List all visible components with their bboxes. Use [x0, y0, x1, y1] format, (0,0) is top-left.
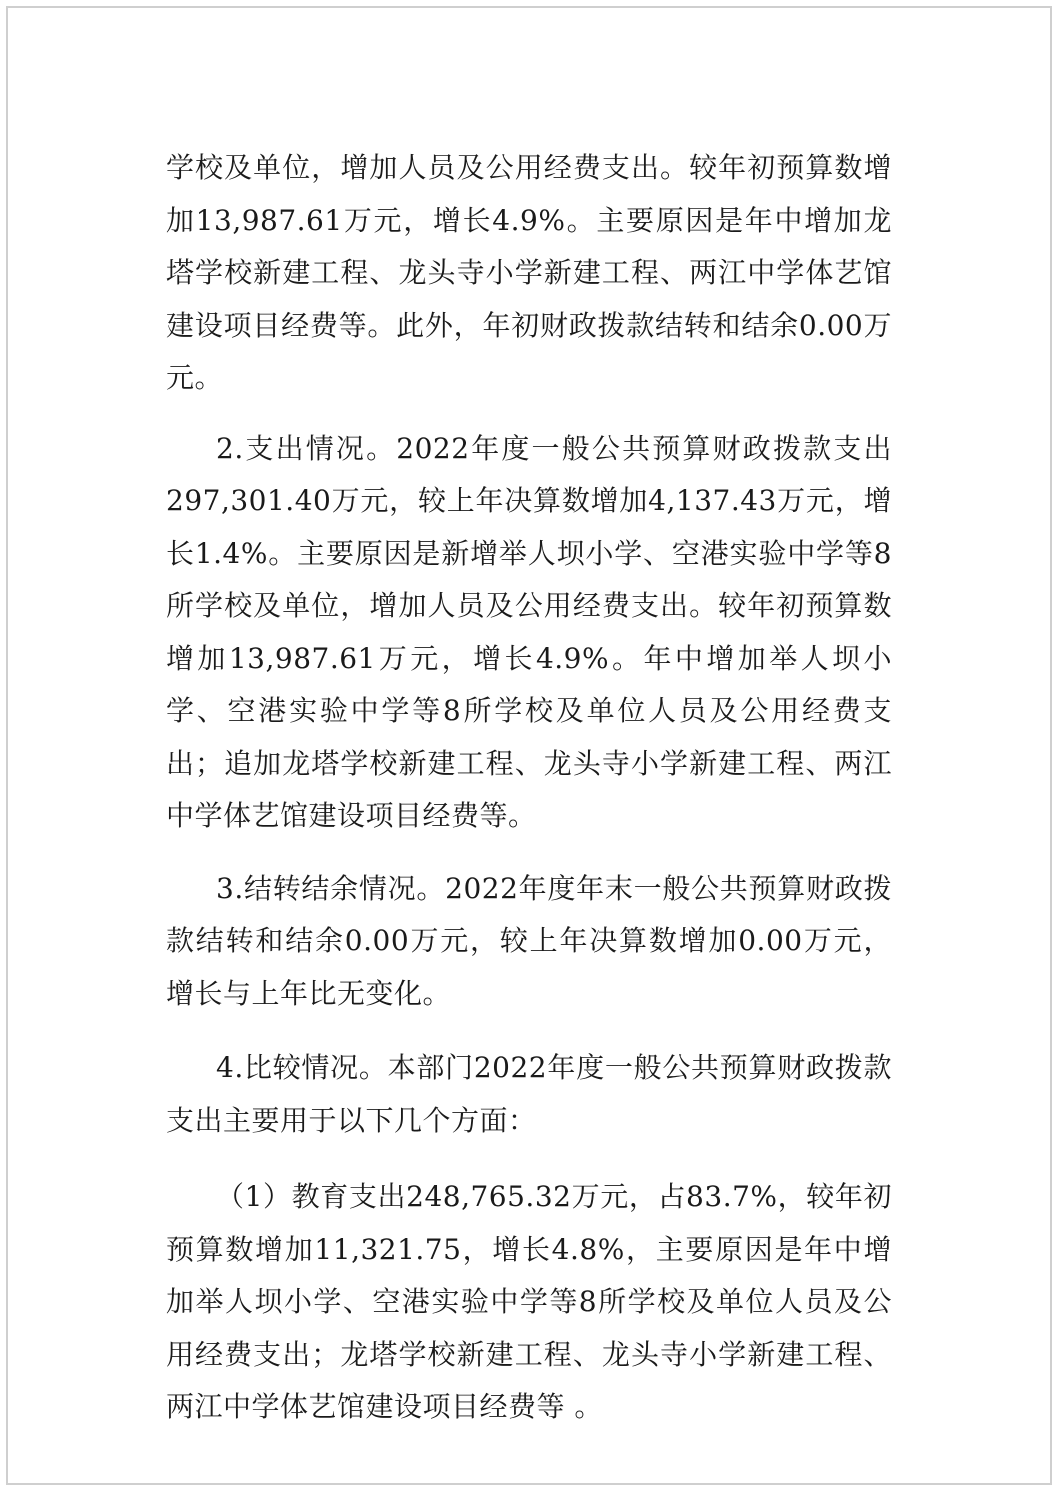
- paragraph-continued: 学校及单位，增加人员及公用经费支出。较年初预算数增加13,987.61万元，增长4.9%。主要原因是年中增加龙塔学校新建工程、龙头寺小学新建工程、两江中学体艺馆建设项目经费等。此外，年初财政拨款结转和结余0.00万元。: [166, 151, 892, 394]
- paragraph-education-spending: （1）教育支出248,765.32万元，占83.7%，较年初预算数增加11,321.75，增长4.8%，主要原因是年中增加举人坝小学、空港实验中学等8所学校及单位人员及公用经费支出；龙塔学校新建工程、龙头寺小学新建工程、两江中学体艺馆建设项目经费等 。: [166, 1180, 892, 1423]
- document-body: [166, 142, 892, 1434]
- paragraph-comparison: 4.比较情况。本部门2022年度一般公共预算财政拨款支出主要用于以下几个方面：: [166, 1051, 892, 1137]
- paragraph-carryover: 3.结转结余情况。2022年度年末一般公共预算财政拨款结转和结余0.00万元，较上年决算数增加0.00万元，增长与上年比无变化。: [166, 871, 892, 1010]
- paragraph-expenditure: 2.支出情况。2022年度一般公共预算财政拨款支出297,301.40万元，较上年决算数增加4,137.43万元，增长1.4%。主要原因是新增举人坝小学、空港实验中学等8所学校及单位，增加人员及公用经费支出。较年初预算数增加13,987.61万元，增长4.9%。年中增加举人坝小学、空港实验中学等8所学校及单位人员及公用经费支出；追加龙塔学校新建工程、龙头寺小学新建工程、两江中学体艺馆建设项目经费等。: [166, 431, 892, 832]
